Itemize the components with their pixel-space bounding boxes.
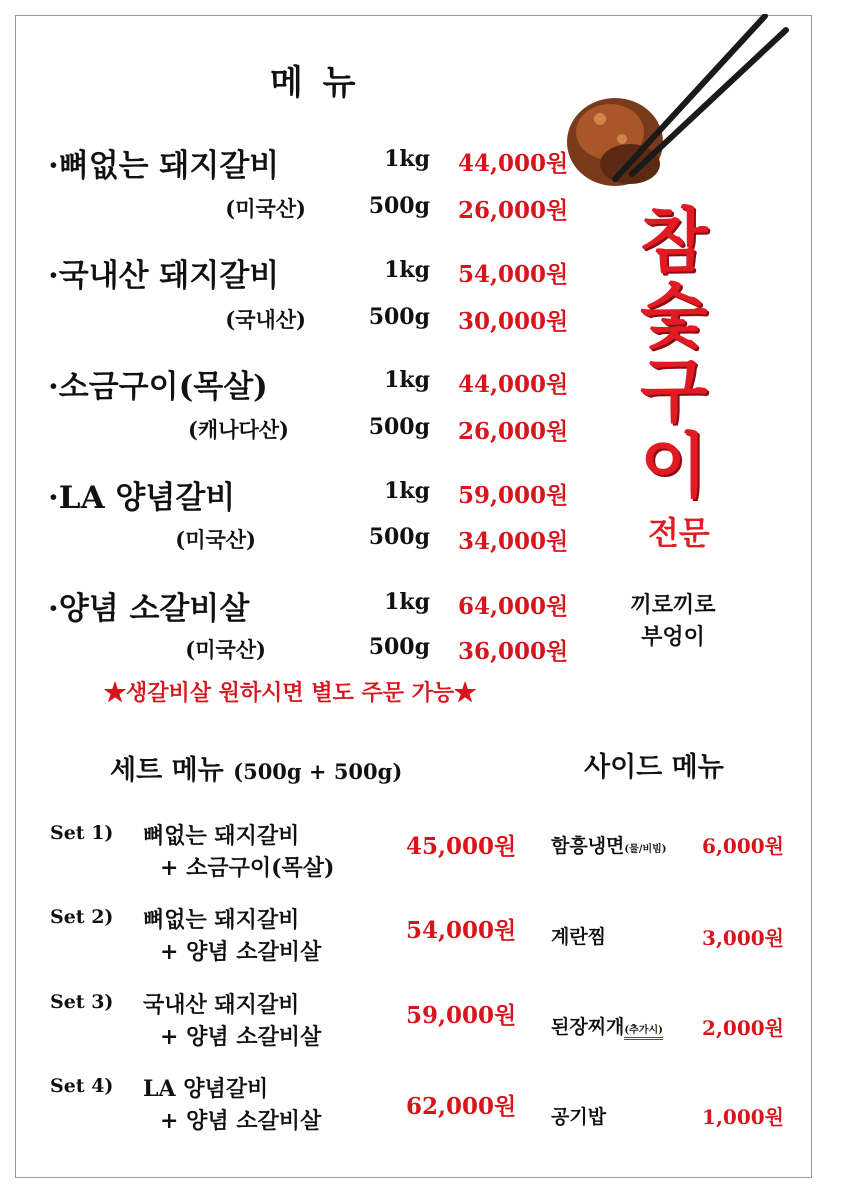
brand-char: 숯 <box>640 275 708 357</box>
set-line1: 뼈없는 돼지갈비 <box>143 823 300 849</box>
brand-char: 참 <box>640 200 708 282</box>
brand-tag-line1: 끼로끼로 <box>630 593 716 618</box>
side-item-name <box>551 831 667 858</box>
side-item-label: 된장찌개 <box>551 1016 625 1038</box>
set-line2: + 소금구이(목살) <box>160 855 335 881</box>
menu-item-origin: (국내산) <box>225 307 306 332</box>
menu-item-weight: 1kg <box>384 367 430 393</box>
menu-item-weight: 500g <box>368 634 430 660</box>
menu-item-name: ·소금구이(목살) <box>48 369 268 405</box>
side-item-note: (물/비빔) <box>624 844 667 855</box>
set-label: Set 1) <box>50 822 114 844</box>
set-line2: + 양념 소갈비살 <box>160 1024 322 1050</box>
menu-item-weight: 1kg <box>384 589 430 615</box>
chopstick-left <box>615 16 765 179</box>
set-line1: LA 양념갈비 <box>143 1076 269 1102</box>
side-item-name <box>551 1012 663 1039</box>
set-price: 54,000원 <box>406 917 517 944</box>
menu-item-weight: 500g <box>368 524 430 550</box>
menu-item-origin: (미국산) <box>225 196 306 221</box>
side-item-label: 계란찜 <box>551 926 607 948</box>
menu-item-price: 54,000원 <box>458 261 569 288</box>
menu-item-price: 26,000원 <box>458 418 569 445</box>
menu-item-price: 36,000원 <box>458 638 569 665</box>
set-label: Set 4) <box>50 1075 114 1097</box>
set-menu-subtitle: (500g + 500g) <box>233 759 403 784</box>
brand-tag-line2: 부엉이 <box>641 625 705 650</box>
meat-sear-mark <box>594 113 606 125</box>
menu-item-origin: (미국산) <box>175 527 256 552</box>
set-line1: 뼈없는 돼지갈비 <box>143 907 300 933</box>
menu-item-price: 64,000원 <box>458 593 569 620</box>
menu-item-price: 34,000원 <box>458 528 569 555</box>
side-item-price: 2,000원 <box>702 1016 784 1040</box>
menu-item-name: ·국내산 돼지갈비 <box>48 258 280 294</box>
set-line2: + 양념 소갈비살 <box>160 939 322 965</box>
menu-item-origin: (캐나다산) <box>187 417 289 442</box>
side-item-label: 공기밥 <box>551 1106 607 1128</box>
side-item-note: (추가시) <box>624 1025 662 1040</box>
set-menu-title <box>110 748 402 787</box>
menu-item-name: ·양념 소갈비살 <box>48 591 250 627</box>
menu-item-price: 26,000원 <box>458 197 569 224</box>
side-item-price: 6,000원 <box>702 834 784 858</box>
set-line2: + 양념 소갈비살 <box>160 1108 322 1134</box>
brand-char: 이 <box>640 425 708 507</box>
menu-item-price: 59,000원 <box>458 482 569 509</box>
menu-item-weight: 1kg <box>384 257 430 283</box>
side-menu-title: 사이드 메뉴 <box>584 752 724 783</box>
side-item-name <box>551 922 606 949</box>
set-label: Set 2) <box>50 906 114 928</box>
brand-subtitle: 전문 <box>648 514 710 552</box>
brand-char: 구 <box>640 350 708 432</box>
side-item-price: 3,000원 <box>702 926 784 950</box>
side-item-label: 함흥냉면 <box>551 835 625 857</box>
menu-item-weight: 1kg <box>384 146 430 172</box>
chopstick-right <box>632 30 786 174</box>
grilled-meat-chopsticks-illustration <box>560 14 790 214</box>
set-label: Set 3) <box>50 991 114 1013</box>
special-order-notice: ★생갈비살 원하시면 별도 주문 가능★ <box>104 680 477 706</box>
menu-item-price: 44,000원 <box>458 371 569 398</box>
menu-item-weight: 500g <box>368 304 430 330</box>
side-item-price: 1,000원 <box>702 1105 784 1129</box>
side-item-name <box>551 1102 606 1129</box>
meat-sear-mark <box>617 134 627 144</box>
set-line1: 국내산 돼지갈비 <box>143 992 300 1018</box>
menu-title: 메 뉴 <box>270 63 360 103</box>
menu-item-price: 44,000원 <box>458 150 569 177</box>
menu-item-weight: 1kg <box>384 478 430 504</box>
set-price: 62,000원 <box>406 1093 517 1120</box>
set-price: 59,000원 <box>406 1002 517 1029</box>
menu-item-weight: 500g <box>368 414 430 440</box>
menu-item-price: 30,000원 <box>458 308 569 335</box>
menu-item-origin: (미국산) <box>185 637 266 662</box>
set-price: 45,000원 <box>406 833 517 860</box>
menu-item-weight: 500g <box>368 193 430 219</box>
menu-item-name: ·뼈없는 돼지갈비 <box>48 148 280 184</box>
menu-item-name: ·LA 양념갈비 <box>48 480 236 516</box>
set-menu-title-text: 세트 메뉴 <box>110 755 224 786</box>
